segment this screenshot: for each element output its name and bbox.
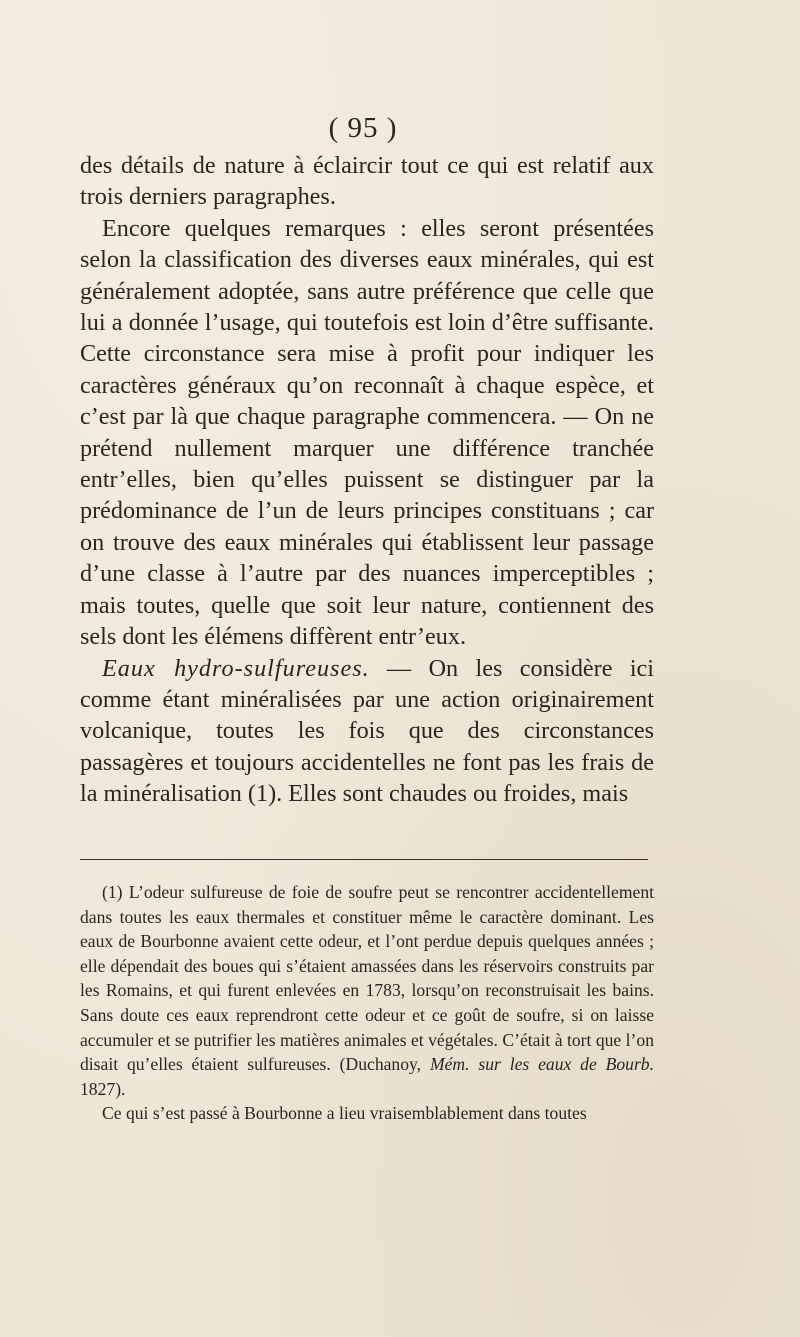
footnote-text: (1) L’odeur sulfureuse de foie de soufre peut se rencontrer accidentellement dans toutes les eaux thermales et constituer même le caractère dominant. Les eaux de Bourbonne avaient cette odeur, et l’ont perdue depuis quelques années ; elle dépendait des boues qui s’étaient amassées dans les réservoirs construits par les Romains, et qui furent enlevées en 1783, lorsqu’on reconstruisait les bains. Sans doute ces eaux reprendront cette odeur et ce goût de soufre, si on laisse accumuler et se putrifier les matières animales et végétales. C’était à tort que l’on disait qu’elles étaient sulfureuses. (Duchanoy, (80, 882, 654, 1075)
footnote-continuation: Ce qui s’est passé à Bourbonne a lieu vraisemblablement dans toutes (102, 1103, 587, 1124)
section-heading: Eaux hydro-sulfureuses. (102, 654, 370, 682)
footnote-citation-year: 1827). (80, 1078, 126, 1099)
footnotes (80, 880, 654, 1126)
footnote-1 (80, 880, 654, 1101)
page-number: ( 95 ) (328, 112, 398, 144)
paragraph-remarks: Encore quelques remarques : elles seront présentées selon la classification des diverses eaux minérales, qui est généralement adoptée, sans autre préférence que celle que lui a donnée l’usage, qui toutefois est loin d’être suffisante. Cette circonstance sera mise à profit pour indiquer les caractères généraux qu’on reconnaît à chaque espèce, et c’est par là que chaque paragraphe commencera. — On ne prétend nullement marquer une différence tranchée entr’elles, bien qu’elles puissent se distinguer par la prédominance de l’un de leurs principes constituans ; car on trouve des eaux minérales qui établissent leur passage d’une classe à l’autre par des nuances imperceptibles ; mais toutes, quelle que soit leur nature, contiennent des sels dont les élémens diffèrent entr’eux. (80, 214, 654, 651)
footnote-divider (80, 859, 648, 860)
paragraph-hydro-sulfureuses (80, 653, 654, 810)
main-text (80, 150, 654, 810)
paragraph-continuation: des détails de nature à éclaircir tout ce qui est relatif aux trois derniers paragraphes. (80, 152, 654, 211)
paragraph-hydro-sulfureuses-text: — On les considère ici comme étant minéralisées par une action originairement volcanique, toutes les fois que des circonstances passagères et toujours accidentelles ne font pas les frais de la minéralisation (1). Elles sont chaudes ou froides, mais (80, 654, 654, 808)
footnote-citation-title: Mém. sur les eaux de Bourb. (429, 1054, 654, 1075)
